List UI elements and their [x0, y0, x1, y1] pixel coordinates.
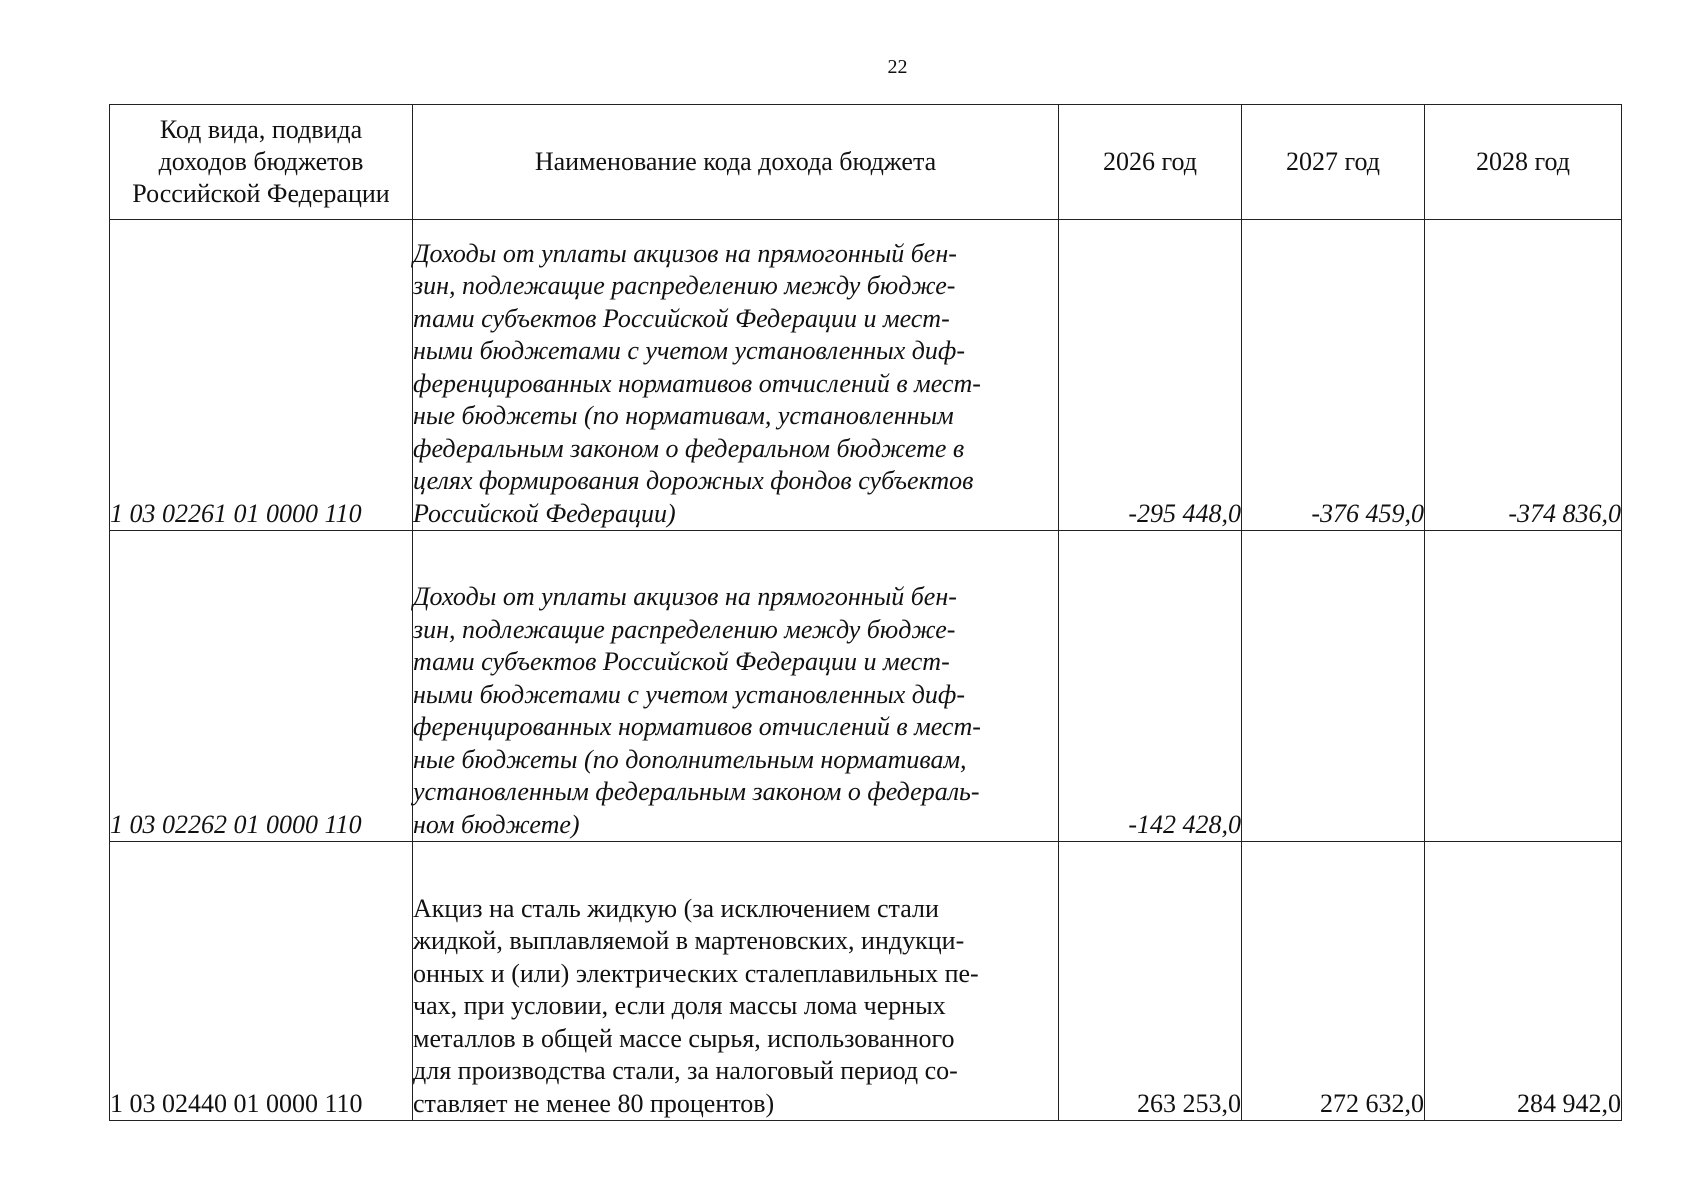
- value-2027: [1242, 531, 1425, 842]
- value-2027: -376 459,0: [1242, 220, 1425, 531]
- row-name: Акциз на сталь жидкую (за исключением стали жидкой, выплавляемой в мартеновских, индукци- онных и (или) электрических сталеплавильных пе- чах, при условии, если доля массы лома черных металлов в общей массе сырья, использованного для производства стали, за налоговый период со- ставляет не менее 80 процентов): [413, 842, 1059, 1121]
- value-2026: -295 448,0: [1059, 220, 1242, 531]
- row-code: 1 03 02440 01 0000 110: [110, 842, 413, 1121]
- revenue-table: [109, 104, 1622, 1121]
- table-row: [110, 531, 1622, 842]
- value-2027: 272 632,0: [1242, 842, 1425, 1121]
- row-name: Доходы от уплаты акцизов на прямогонный бен- зин, подлежащие распределению между бюдже- тами субъектов Российской Федерации и мест- ными бюджетами с учетом установленных диф- ференцированных нормативов отчислений в мест- ные бюджеты (по нормативам, установленным федеральным законом о федеральном бюджете в целях формирования дорожных фондов субъектов Российской Федерации): [413, 220, 1059, 531]
- row-name: Доходы от уплаты акцизов на прямогонный бен- зин, подлежащие распределению между бюдже- тами субъектов Российской Федерации и мест- ными бюджетами с учетом установленных диф- ференцированных нормативов отчислений в мест- ные бюджеты (по дополнительным нормативам, установленным федеральным законом о федераль- ном бюджете): [413, 531, 1059, 842]
- table-row: [110, 220, 1622, 531]
- value-2026: -142 428,0: [1059, 531, 1242, 842]
- table-row: [110, 842, 1622, 1121]
- value-2028: 284 942,0: [1425, 842, 1622, 1121]
- page-number: 22: [887, 56, 908, 78]
- header-2028: 2028 год: [1425, 105, 1622, 220]
- value-2028: [1425, 531, 1622, 842]
- value-2028: -374 836,0: [1425, 220, 1622, 531]
- header-code: Код вида, подвида доходов бюджетов Российской Федерации: [110, 105, 413, 220]
- header-2026: 2026 год: [1059, 105, 1242, 220]
- row-code: 1 03 02261 01 0000 110: [110, 220, 413, 531]
- row-code: 1 03 02262 01 0000 110: [110, 531, 413, 842]
- header-name: Наименование кода дохода бюджета: [413, 105, 1059, 220]
- header-2027: 2027 год: [1242, 105, 1425, 220]
- table-header-row: [110, 105, 1622, 220]
- value-2026: 263 253,0: [1059, 842, 1242, 1121]
